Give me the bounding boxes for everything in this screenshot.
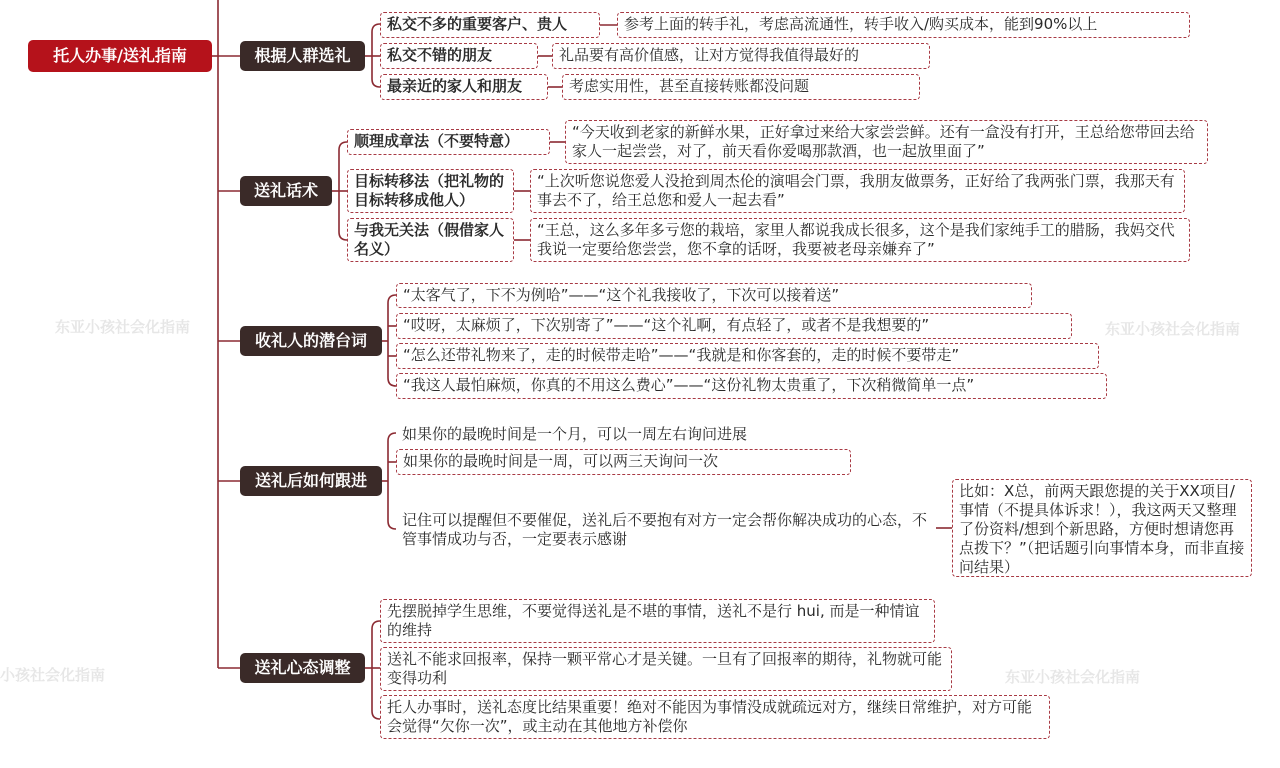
- branch-follow-up: 送礼后如何跟进: [240, 466, 382, 496]
- people-family-advice: 考虑实用性，甚至直接转账都没问题: [562, 74, 920, 100]
- script-natural-method: 顺理成章法（不要特意）: [347, 129, 550, 155]
- watermark-text: 东亚小孩社会化指南: [55, 318, 191, 336]
- watermark-text: 东亚小孩社会化指南: [1105, 320, 1241, 338]
- people-family: 最亲近的家人和朋友: [380, 74, 548, 100]
- followup-item-3: 记住可以提醒但不要催促，送礼后不要抱有对方一定会帮你解决成功的心态，不管事情成功与否，一定要表示感谢: [402, 511, 928, 548]
- people-important-clients: 私交不多的重要客户、贵人: [380, 12, 600, 38]
- subtext-item-3: “怎么还带礼物来了，走的时候带走哈”——“我就是和你客套的，走的时候不要带走”: [396, 343, 1099, 369]
- people-good-friends: 私交不错的朋友: [380, 43, 538, 69]
- watermark-text: 东亚小孩社会化指南: [1005, 668, 1141, 686]
- script-natural-example: “今天收到老家的新鲜水果，正好拿过来给大家尝尝鲜。还有一盒没有打开，王总给您带回去给家人一起尝尝，对了，前天看你爱喝那款酒，也一起放里面了”: [565, 120, 1208, 164]
- branch-select-by-people: 根据人群选礼: [240, 41, 365, 71]
- script-target-transfer-method: 目标转移法（把礼物的目标转移成他人）: [347, 169, 514, 213]
- root-node: 托人办事/送礼指南: [28, 40, 212, 72]
- mindset-item-2: 送礼不能求回报率，保持一颗平常心才是关键。一旦有了回报率的期待，礼物就可能变得功利: [380, 647, 952, 691]
- script-not-me-method: 与我无关法（假借家人名义）: [347, 218, 514, 262]
- script-not-me-example: “王总，这么多年多亏您的栽培，家里人都说我成长很多，这个是我们家纯手工的腊肠，我妈交代我说一定要给您尝尝，您不拿的话呀，我要被老母亲嫌弃了”: [530, 218, 1190, 262]
- subtext-item-4: “我这人最怕麻烦，你真的不用这么费心”——“这份礼物太贵重了，下次稍微简单一点”: [396, 373, 1107, 399]
- mindset-item-1: 先摆脱掉学生思维，不要觉得送礼是不堪的事情，送礼不是行 hui, 而是一种情谊的维持: [380, 599, 935, 643]
- people-important-clients-advice: 参考上面的转手礼，考虑高流通性，转手收入/购买成本，能到90%以上: [617, 12, 1190, 38]
- script-target-transfer-example: “上次听您说您爱人没抢到周杰伦的演唱会门票，我朋友做票务，正好给了我两张门票，我那天有事去不了，给王总您和爱人一起去看”: [530, 169, 1185, 213]
- subtext-item-2: “哎呀，太麻烦了，下次别寄了”——“这个礼啊，有点轻了，或者不是我想要的”: [396, 313, 1072, 339]
- subtext-item-1: “太客气了，下不为例哈”——“这个礼我接收了，下次可以接着送”: [396, 283, 1032, 308]
- followup-item-1: 如果你的最晚时间是一个月，可以一周左右询问进展: [402, 425, 748, 443]
- branch-recipient-subtext: 收礼人的潜台词: [240, 326, 382, 356]
- people-good-friends-advice: 礼品要有高价值感，让对方觉得我值得最好的: [552, 43, 930, 69]
- mindset-item-3: 托人办事时，送礼态度比结果重要！绝对不能因为事情没成就疏远对方，继续日常维护，对方可能会觉得“欠你一次”，或主动在其他地方补偿你: [380, 695, 1050, 739]
- branch-gift-scripts: 送礼话术: [240, 176, 332, 206]
- branch-mindset: 送礼心态调整: [240, 653, 365, 683]
- watermark-text: 小孩社会化指南: [0, 666, 106, 684]
- followup-item-2: 如果你的最晚时间是一周，可以两三天询问一次: [396, 449, 851, 475]
- followup-example: 比如：X总，前两天跟您提的关于XX项目/事情（不提具体诉求！），我这两天又整理了份资料/想到个新思路，方便时想请您再点拨下？”（把话题引向事情本身，而非直接问结果）: [952, 479, 1252, 577]
